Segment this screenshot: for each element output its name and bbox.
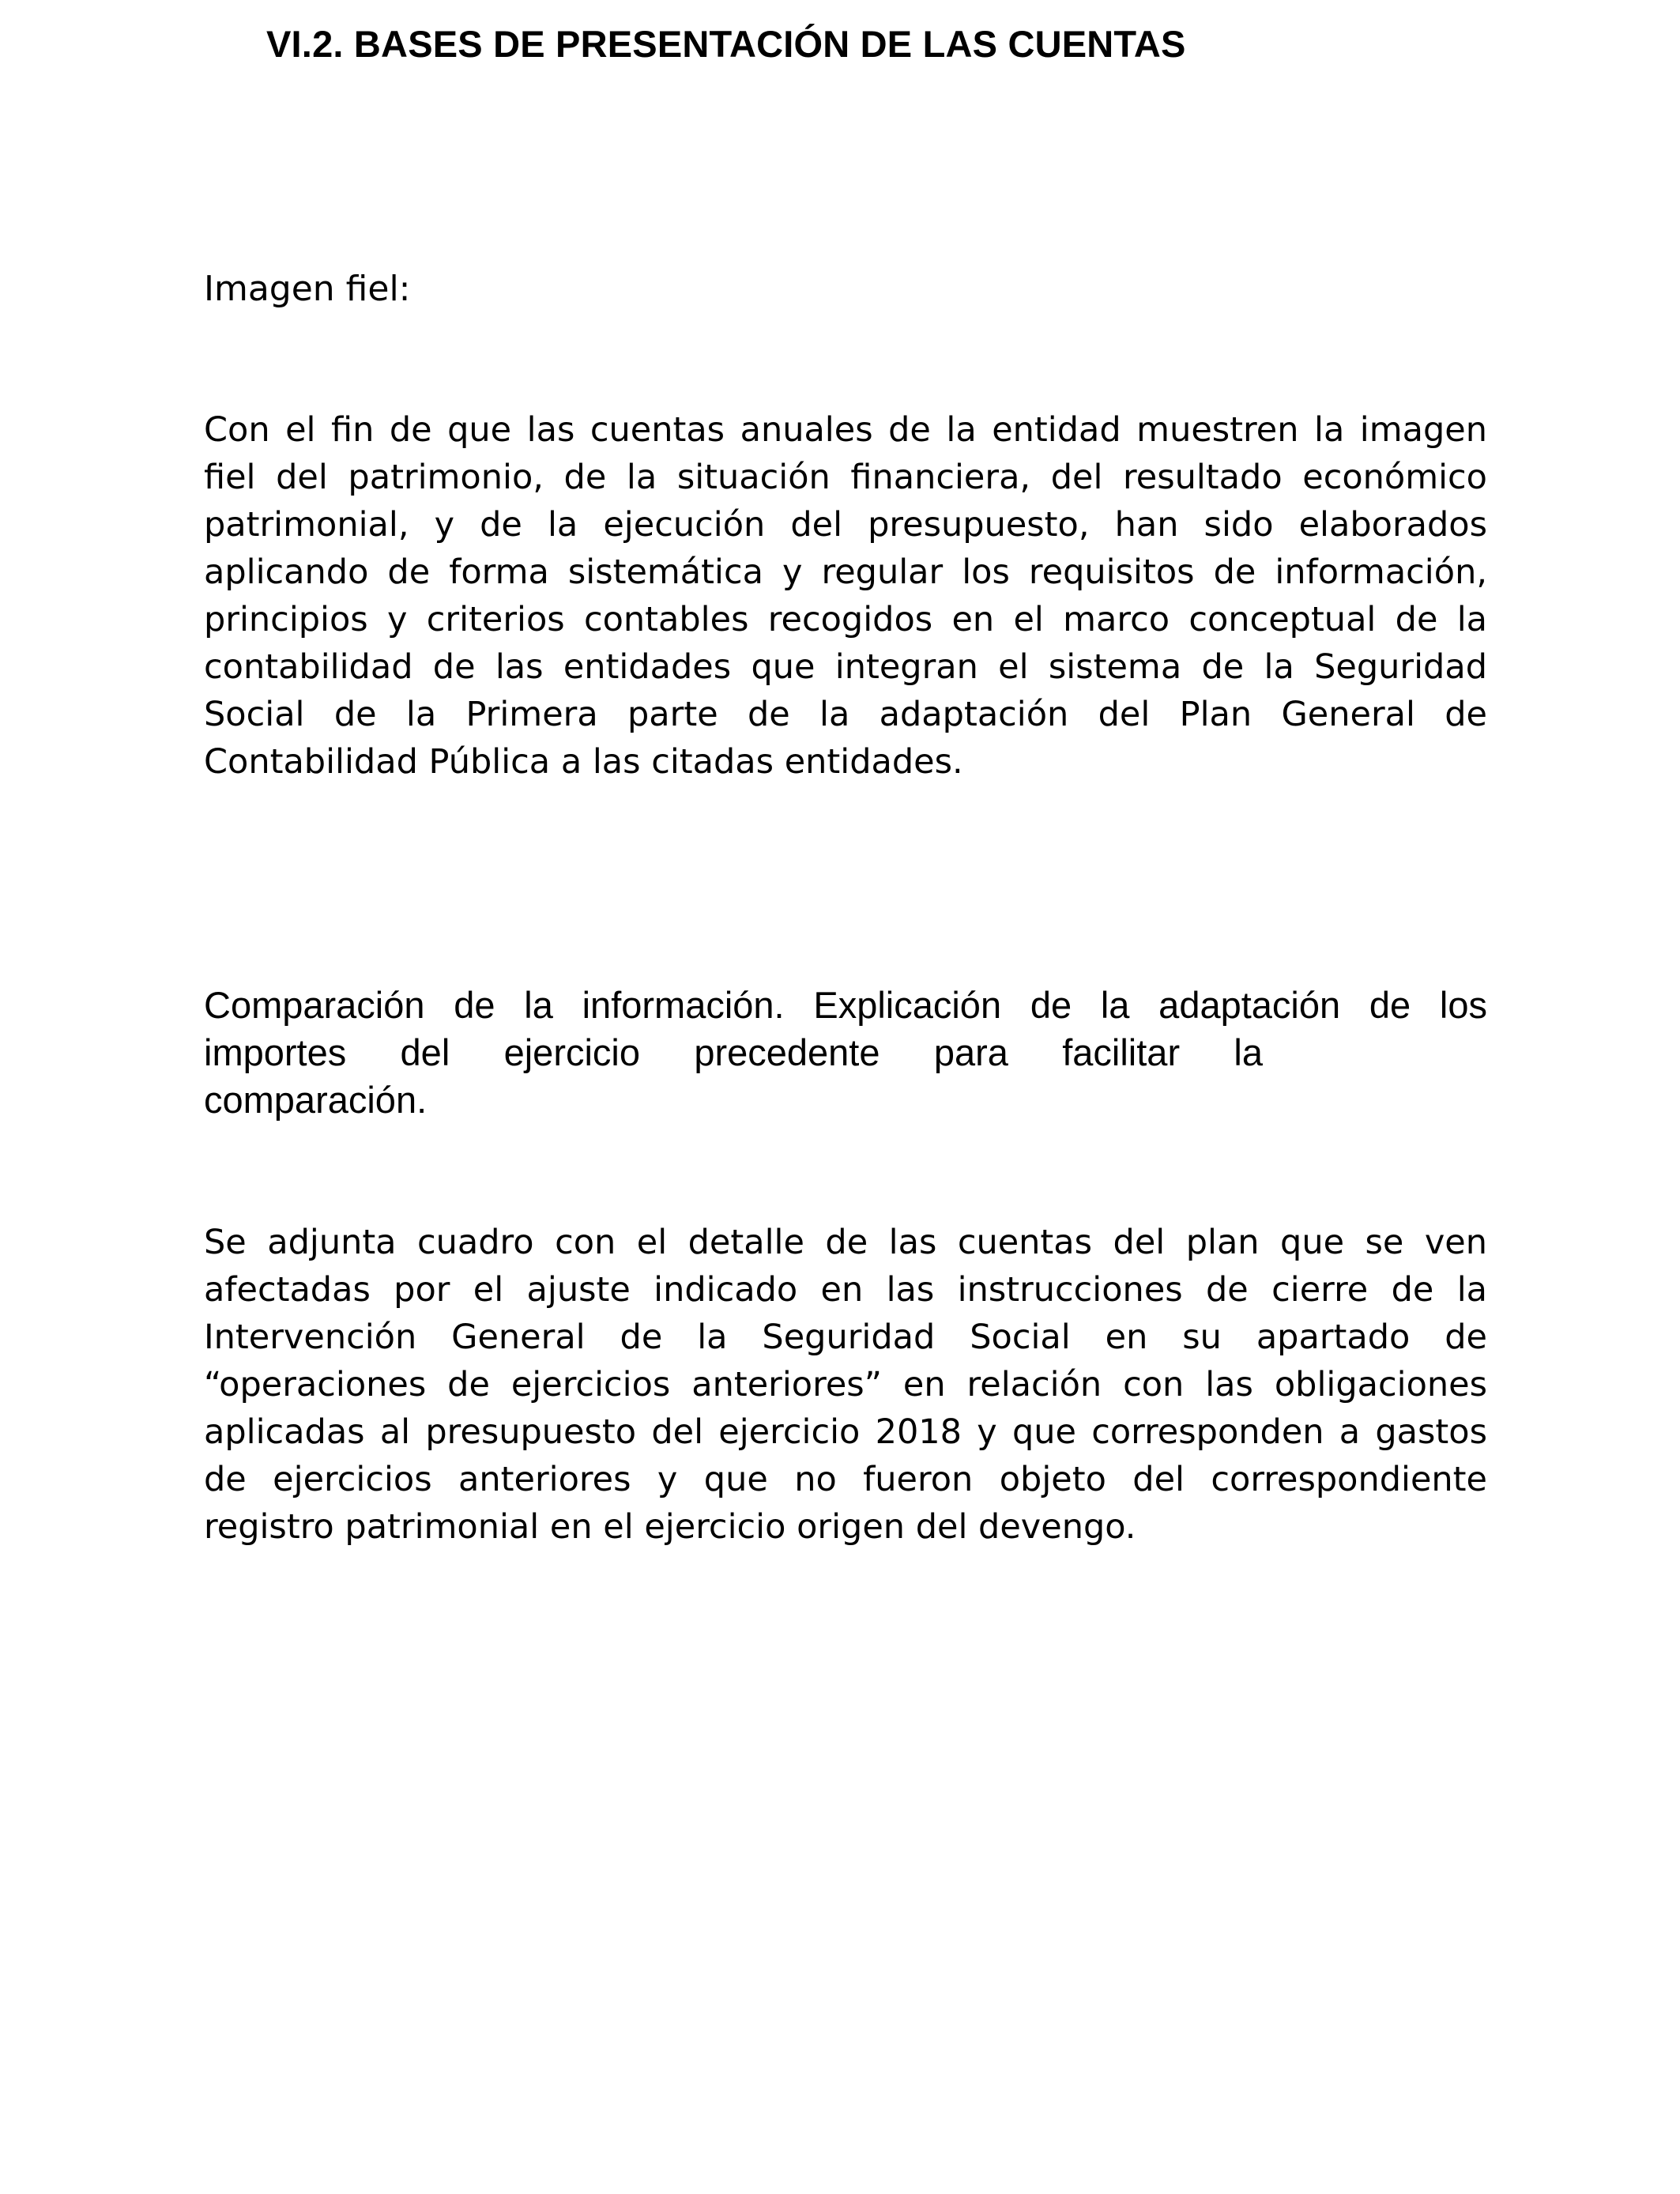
text-line: aplicando de forma sistemática y regular los requisitos de información, — [204, 552, 1487, 592]
paragraph-adjunta-cuadro — [204, 1219, 1487, 1551]
text-line: Intervención General de la Seguridad Social en su apartado de — [204, 1318, 1487, 1357]
text-line: comparación. — [204, 1079, 428, 1121]
page-title: VI.2. BASES DE PRESENTACIÓN DE LAS CUENTAS — [266, 23, 1186, 65]
text-line: afectadas por el ajuste indicado en las instrucciones de cierre de la — [204, 1270, 1487, 1310]
section-heading-comparacion — [204, 982, 1487, 1124]
text-line: “operaciones de ejercicios anteriores” en relación con las obligaciones — [204, 1365, 1487, 1404]
paragraph-imagen-fiel — [204, 406, 1487, 786]
text-line: Se adjunta cuadro con el detalle de las cuentas del plan que se ven — [204, 1223, 1487, 1262]
text-line: registro patrimonial en el ejercicio origen del devengo. — [204, 1507, 1136, 1547]
text-line: Con el fin de que las cuentas anuales de la entidad muestren la imagen — [204, 410, 1487, 450]
text-line: fiel del patrimonio, de la situación financiera, del resultado económico — [204, 458, 1487, 497]
text-line: contabilidad de las entidades que integran el sistema de la Seguridad — [204, 647, 1487, 687]
text-line: Contabilidad Pública a las citadas entidades. — [204, 742, 963, 782]
section-heading-imagen-fiel: Imagen fiel: — [204, 269, 411, 309]
text-line: aplicadas al presupuesto del ejercicio 2018 y que corresponden a gastos — [204, 1412, 1487, 1452]
text-line: importes del ejercicio precedente para facilitar la — [204, 1031, 1263, 1073]
text-line: Comparación de la información. Explicación de la adaptación de los — [204, 984, 1487, 1026]
text-line: Social de la Primera parte de la adaptación del Plan General de — [204, 695, 1487, 734]
text-line: principios y criterios contables recogidos en el marco conceptual de la — [204, 600, 1487, 639]
text-line: patrimonial, y de la ejecución del presupuesto, han sido elaborados — [204, 505, 1487, 545]
text-line: de ejercicios anteriores y que no fueron objeto del correspondiente — [204, 1460, 1487, 1499]
